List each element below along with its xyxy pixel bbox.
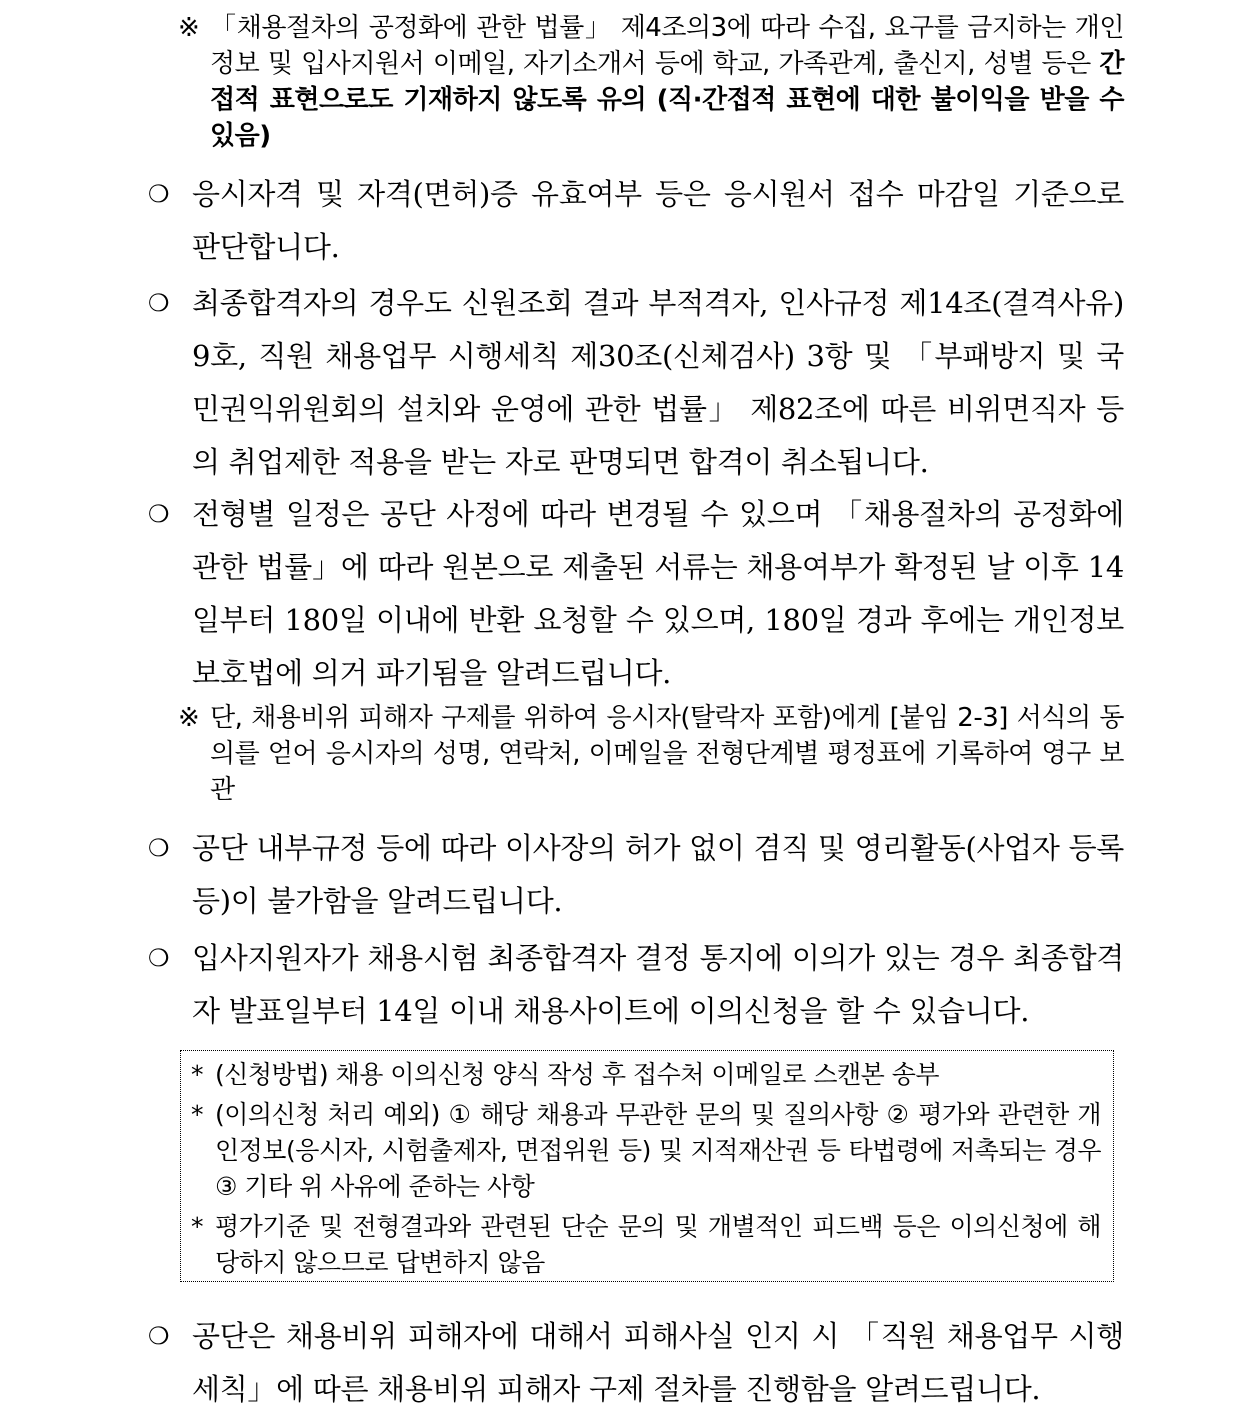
box-row	[191, 1057, 1101, 1093]
asterisk-mark: *	[191, 1100, 203, 1129]
notice-item-4	[148, 822, 1124, 928]
objection-info-box	[180, 1050, 1114, 1282]
bullet-icon: ❍	[148, 289, 170, 317]
notice-item-1	[148, 168, 1124, 274]
notice-item-text: 입사지원자가 채용시험 최종합격자 결정 통지에 이의가 있는 경우 최종합격자 발표일부터 14일 이내 채용사이트에 이의신청을 할 수 있습니다.	[192, 941, 1124, 1028]
notice-item-3	[148, 488, 1124, 700]
bullet-icon: ❍	[148, 1322, 170, 1350]
note-middle-text: 단, 채용비위 피해자 구제를 위하여 응시자(탈락자 포함)에게 [붙임 2-3] 서식의 동의를 얻어 응시자의 성명, 연락처, 이메일을 전형단계별 평정표에 기록하여 영구 보관	[210, 703, 1124, 805]
asterisk-mark: *	[191, 1060, 203, 1089]
notice-item-text: 공단은 채용비위 피해자에 대해서 피해사실 인지 시 「직원 채용업무 시행세칙」에 따른 채용비위 피해자 구제 절차를 진행함을 알려드립니다.	[192, 1319, 1124, 1406]
notice-item-text: 응시자격 및 자격(면허)증 유효여부 등은 응시원서 접수 마감일 기준으로 판단합니다.	[192, 177, 1124, 264]
box-row-text: (신청방법) 채용 이의신청 양식 작성 후 접수처 이메일로 스캔본 송부	[215, 1060, 940, 1089]
note-middle	[178, 700, 1124, 808]
bullet-icon: ❍	[148, 180, 170, 208]
box-row	[191, 1097, 1101, 1205]
notice-item-text: 전형별 일정은 공단 사정에 따라 변경될 수 있으며 「채용절차의 공정화에 관한 법률」에 따라 원본으로 제출된 서류는 채용여부가 확정된 날 이후 14일부터 180일 이내에 반환 요청할 수 있으며, 180일 경과 후에는 개인정보보호법에 의거 파기됨을 알려드립니다.	[192, 497, 1124, 690]
reference-mark: ※	[178, 703, 200, 733]
notice-item-text: 공단 내부규정 등에 따라 이사장의 허가 없이 겸직 및 영리활동(사업자 등록 등)이 불가함을 알려드립니다.	[192, 831, 1124, 918]
notice-item-5	[148, 932, 1124, 1038]
note-top-body: 「채용절차의 공정화에 관한 법률」 제4조의3에 따라 수집, 요구를 금지하는 개인정보 및 입사지원서 이메일, 자기소개서 등에 학교, 가족관계, 출신지, 성별 등은	[210, 13, 1124, 79]
bullet-icon: ❍	[148, 500, 170, 528]
note-top-bold: 간접적 표현으로도 기재하지 않도록 유의 (직·간접적 표현에 대한 불이익을 받을 수 있음)	[210, 49, 1124, 151]
box-row-text: (이의신청 처리 예외) ① 해당 채용과 무관한 문의 및 질의사항 ② 평가와 관련한 개인정보(응시자, 시험출제자, 면접위원 등) 및 지적재산권 등 타법령에 저촉되는 경우 ③ 기타 위 사유에 준하는 사항	[215, 1100, 1101, 1201]
asterisk-mark: *	[191, 1212, 203, 1241]
box-row-text: 평가기준 및 전형결과와 관련된 단순 문의 및 개별적인 피드백 등은 이의신청에 해당하지 않으므로 답변하지 않음	[215, 1212, 1101, 1277]
notice-item-2	[148, 277, 1124, 489]
notice-item-text: 최종합격자의 경우도 신원조회 결과 부적격자, 인사규정 제14조(결격사유) 9호, 직원 채용업무 시행세칙 제30조(신체검사) 3항 및 「부패방지 및 국민권익위원회의 설치와 운영에 관한 법률」 제82조에 따른 비위면직자 등의 취업제한 적용을 받는 자로 판명되면 합격이 취소됩니다.	[192, 286, 1124, 479]
reference-mark: ※	[178, 13, 200, 43]
note-top-text	[210, 10, 1124, 154]
box-row	[191, 1209, 1101, 1281]
note-top	[178, 10, 1124, 154]
bullet-icon: ❍	[148, 944, 170, 972]
notice-item-6	[148, 1310, 1124, 1416]
bullet-icon: ❍	[148, 834, 170, 862]
